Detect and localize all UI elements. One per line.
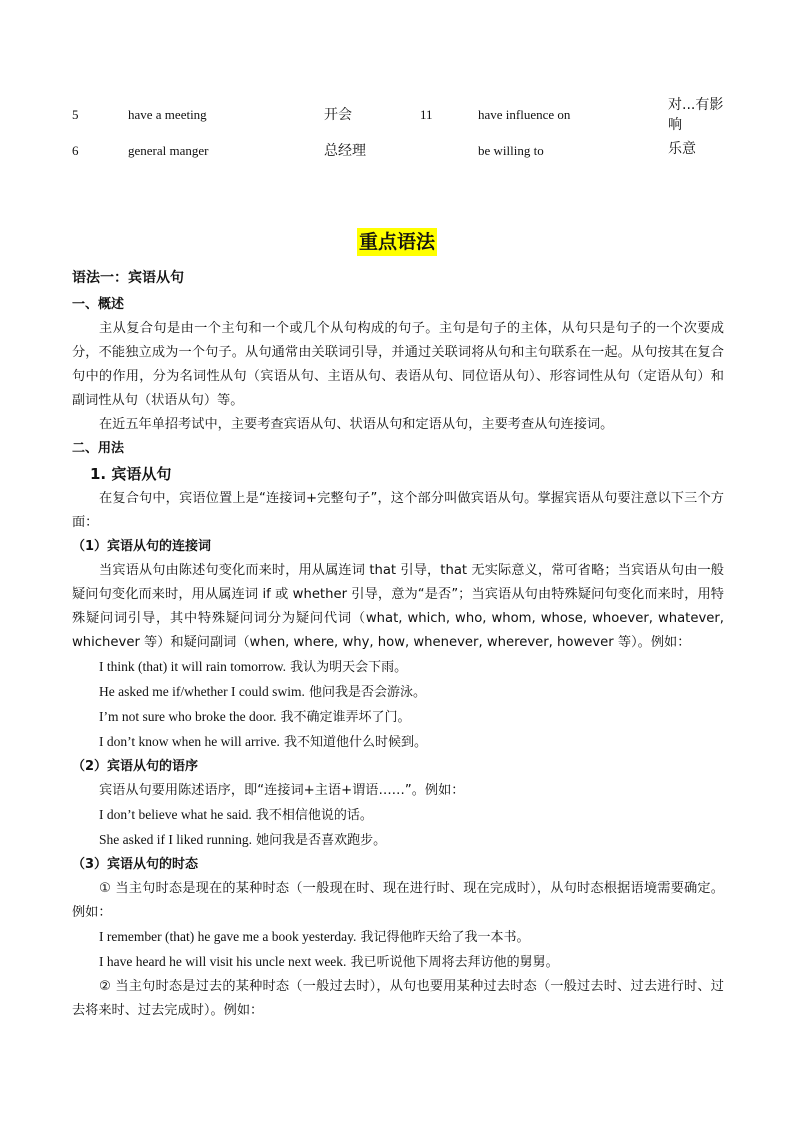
example-chinese: 我不确定谁弄坏了门。 [280, 710, 411, 725]
word-order-heading: （2）宾语从句的语序 [72, 759, 199, 774]
vocab-number: 5 [72, 107, 79, 122]
example-chinese: 她问我是否喜欢跑步。 [256, 833, 387, 848]
vocab-number: 6 [72, 143, 79, 158]
section-title: 重点语法 [357, 228, 437, 256]
connective-paragraph: 当宾语从句由陈述句变化而来时，用从属连词 that 引导，that 无实际意义，常可省略；当宾语从句由一般疑问句变化而来时，用从属连词 if 或 whether 引导，意为“是否”；当宾语从句由特殊疑问句变化而来时，用特殊疑问词引导，其中特殊疑问词分为疑问代词（what, which, who, whom, whose, whoever, whatever, whichever 等）和疑问副词（when, where, why, how, whenever, wherever, however 等）。例如： [72, 563, 724, 650]
vocab-meaning: 开会 [324, 107, 352, 123]
vocab-phrase: have a meeting [128, 107, 207, 122]
usage-sub-heading: 1. 宾语从句 [90, 465, 172, 483]
word-order-paragraph: 宾语从句要用陈述语序，即“连接词+主语+谓语……”。例如： [99, 783, 465, 798]
example-sentence [72, 655, 724, 680]
vocab-meaning: 总经理 [324, 143, 366, 159]
example-chinese: 我认为明天会下雨。 [290, 660, 408, 675]
overview-heading: 一、概述 [72, 297, 125, 312]
example-sentence [72, 803, 724, 828]
example-sentence [72, 705, 724, 730]
example-chinese: 我不知道他什么时候到。 [283, 735, 427, 750]
tense-paragraph: ② 当主句时态是过去的某种时态（一般过去时），从句也要用某种过去时态（一般过去时、过去进行时、过去将来时、过去完成时）。例如： [72, 979, 724, 1018]
example-english: I don’t believe what he said. [99, 807, 252, 822]
vocab-meaning-2: 乐意 [668, 141, 696, 157]
example-chinese: 我不相信他说的话。 [255, 808, 373, 823]
tense-paragraph: ① 当主句时态是现在的某种时态（一般现在时、现在进行时、现在完成时），从句时态根据语境需要确定。例如： [72, 881, 724, 920]
example-chinese: 他问我是否会游泳。 [308, 685, 426, 700]
usage-intro: 在复合句中，宾语位置上是“连接词+完整句子”，这个部分叫做宾语从句。掌握宾语从句要注意以下三个方面： [72, 491, 724, 530]
example-sentence [72, 950, 724, 975]
example-english: She asked if I liked running. [99, 832, 252, 847]
example-sentence [72, 828, 724, 853]
connective-heading: （1）宾语从句的连接词 [72, 539, 212, 554]
grammar-heading: 语法一：宾语从句 [72, 270, 184, 286]
section-title-wrap [0, 228, 794, 256]
overview-paragraph: 主从复合句是由一个主句和一个或几个从句构成的句子。主句是句子的主体，从句只是句子的一个次要成分，不能独立成为一个句子。从句通常由关联词引导，并通过关联词将从句和主句联系在一起。从句按其在复合句中的作用，分为名词性从句（宾语从句、主语从句、表语从句、同位语从句）、形容词性从句（定语从句）和副词性从句（状语从句）等。 [72, 321, 724, 408]
example-english: I remember (that) he gave me a book yesterday. [99, 929, 357, 944]
vocab-number-2: 11 [420, 107, 433, 122]
vocab-meaning-2: 对...有影响 [668, 97, 724, 133]
example-sentence [72, 925, 724, 950]
vocab-phrase: general manger [128, 143, 209, 158]
example-sentence [72, 680, 724, 705]
example-sentence [72, 730, 724, 755]
usage-heading: 二、用法 [72, 441, 125, 456]
grammar-content [72, 266, 724, 1023]
vocab-row [0, 97, 794, 133]
vocab-row [0, 139, 794, 163]
example-chinese: 我记得他昨天给了我一本书。 [360, 930, 530, 945]
example-english: I’m not sure who broke the door. [99, 709, 277, 724]
example-english: I have heard he will visit his uncle next week. [99, 954, 347, 969]
example-english: I think (that) it will rain tomorrow. [99, 659, 286, 674]
example-english: He asked me if/whether I could swim. [99, 684, 305, 699]
tense-heading: （3）宾语从句的时态 [72, 857, 199, 872]
overview-paragraph: 在近五年单招考试中，主要考查宾语从句、状语从句和定语从句，主要考查从句连接词。 [99, 417, 614, 432]
vocab-phrase-2: have influence on [478, 107, 571, 122]
example-english: I don’t know when he will arrive. [99, 734, 280, 749]
vocab-phrase-2: be willing to [478, 143, 544, 158]
example-chinese: 我已听说他下周将去拜访他的舅舅。 [350, 955, 559, 970]
